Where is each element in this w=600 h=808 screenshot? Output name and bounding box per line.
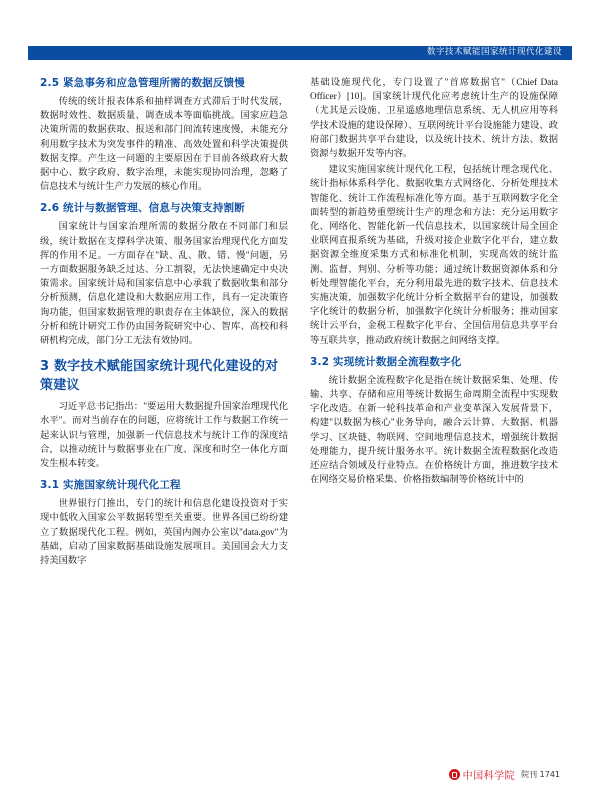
page-number: 院刊 1741 (521, 770, 560, 779)
heading-3: 3 数字技术赋能国家统计现代化建设的对策建议 (40, 359, 279, 394)
journal-name: 中国科学院 (462, 771, 516, 782)
page-footer (449, 767, 560, 782)
heading-2-5: 2.5 紧急事务和应急管理所需的数据反馈慢 (40, 77, 245, 89)
paragraph-2-5-1: 传统的统计报表体系和抽样调查方式滞后于时代发展，数据时效性、数据质量、调查成本等面临挑战。国家应趋急决策所需的数据获取、报送和部门间流转速度慢，未能充分利用数字技术为突发事件的精准、高效处置和科学决策提供数据支撑。产生这一问题的主要原因在于目前各级政府大数据中心、数字政府、数字治理，未能实现协同治理，忽略了信息技术与统计生产力发展的核心作用。 (40, 97, 288, 193)
heading-3-1: 3.1 实施国家统计现代化工程 (40, 479, 181, 492)
paragraph-continued-2: 建议实施国家统计现代化工程，包括统计理念现代化、统计指标体系科学化、数据收集方式网络化、分析处理技术智能化、统计工作流程标准化等方面。基于互联网数字化全面转型的新趋势重塑统计生产的理念和方法：充分运用数字化、网络化、智能化新一代信息技术，以国家统计局全国企业联网直报系统为基础，升级对接企业数字化平台，建立数据资源全维度采集方式和标准化机制，实现高效的统计监测、监督、判别、分析等功能；通过统计数据资源体系和分析处理智能化平台，充分利用最先进的数字技术、信息技术实施决策，加强数字化统计分析全数据平台的建设，加强数字化统计的数据分析，加强数字化统计分析服务；推动国家统计云平台，金税工程数字化平台、全国信用信息共享平台等互联共享，推动政府统计数据之间网络支撑。 (310, 165, 558, 346)
heading-3-2: 3.2 实现统计数据全流程数字化 (310, 355, 462, 368)
paragraph-3-1-1: 世界银行门推出，专门的统计和信息化建设投资对于实现中低收入国家公平数据转型至关重要。世界各国已纷纷建立了数据现代化工程。例如，英国内阁办公室以"data.gov"为基础，启动了国家数据基础设施发展项目。美国国会大力支持美国数字 (40, 499, 288, 567)
paragraph-2-6-1: 国家统计与国家治理所需的数据分散在不同部门和层级，统计数据在支撑科学决策、服务国家治理现代化方面发挥的作用不足。一方面存在"缺、乱、散、错、慢"问题，另一方面数据服务缺乏过达、分工割裂，无法快速确定中央决策需求。国家统计局和国家信息中心承载了数据收集和部分分析预测，信息化建设和大数据应用工作，具有一定决策咨询功能，但国家数据管理的职责存在主体缺位，深入的数据分析和统计研究工作仍由国务院研究中心、智库、高校和科研机构完成，部门分工无法有效协同。 (40, 222, 288, 347)
two-column-body (40, 76, 560, 750)
left-column (40, 76, 288, 750)
running-header (0, 46, 600, 64)
right-column (310, 76, 558, 750)
paragraph-3-1: 习近平总书记指出："要运用大数据提升国家治理现代化水平"。而对当前存在的问题，应将统计工作与数据工作统一起来认识与管理，加强新一代信息技术与统计工作的深度结合，以推动统计与数据事业在广度、深度和时空一体化方面发生根本转变。 (40, 402, 288, 470)
paragraph-3-2-1: 统计数据全流程数字化是指在统计数据采集、处理、传输、共享、存储和应用等统计数据生命周期全流程中实现数字化改造。在新一轮科技革命和产业变革深入发展背景下，构建"以数据为核心"业务导向，融合云计算、大数据、机器学习、区块链、物联网、空间地理信息技术，增强统计数据处理能力，提升统计服务水平。统计数据全流程数据化改造还应结合领域及行业特点。在价格统计方面，推进数字技术在网络交易价格采集、价格指数编制等价格统计中的 (310, 375, 558, 486)
journal-logo (449, 767, 516, 782)
heading-2-6: 2.6 统计与数据管理、信息与决策支持割断 (40, 202, 245, 215)
paragraph-continued-1: 基础设施现代化，专门设置了"首席数据官"（Chief Data Officer）[10]。国家统计现代化应考虑统计生产的设施保障（尤其是云设施、卫星遥感地理信息系统、无人机应用等科学技术设施的建设保障）、互联网统计平台设施能力建设、政府部门数据共享平台建设，以及统计技术、统计方法、数据资源与数据开发等内容。 (310, 78, 558, 160)
logo-mark-icon (449, 769, 460, 780)
header-title: 数字技术赋能国家统计现代化建设 (426, 47, 562, 57)
